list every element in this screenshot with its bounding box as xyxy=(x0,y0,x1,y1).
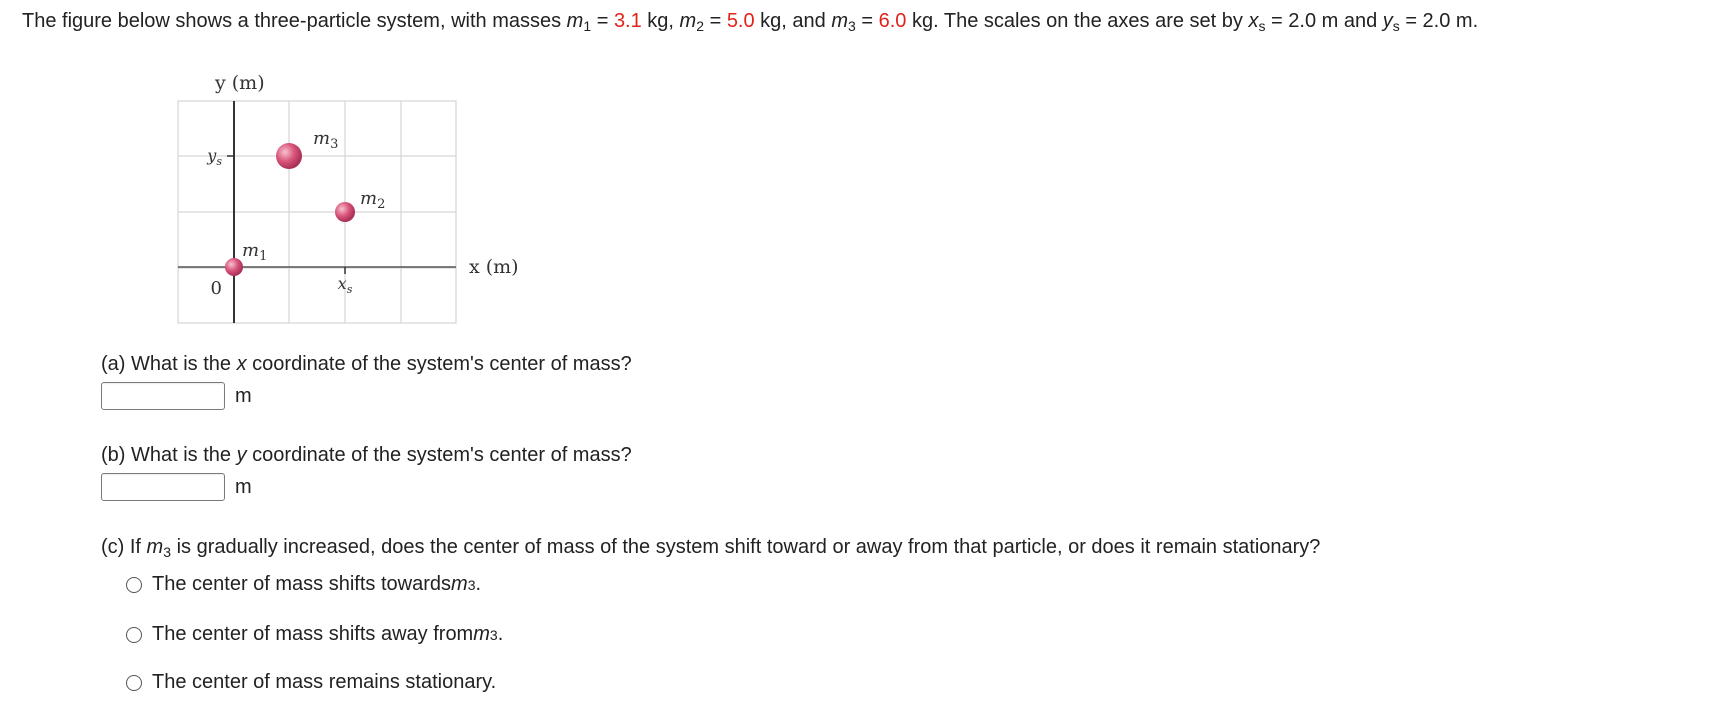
m3-subscript: 3 xyxy=(848,18,856,34)
option-away-text: The center of mass shifts away from xyxy=(152,623,474,645)
option-stationary[interactable] xyxy=(126,671,496,694)
m3-value: 6.0 xyxy=(878,10,907,32)
equals-2: = xyxy=(704,10,727,32)
answer-b-input[interactable] xyxy=(101,473,225,501)
m3-label: $m_3$ xyxy=(313,128,339,152)
origin-label: 0 xyxy=(210,278,222,299)
answer-b-row xyxy=(101,472,252,502)
xs-tick-label: $x_s$ xyxy=(337,274,353,296)
m2-value: 5.0 xyxy=(726,10,755,32)
question-b-suffix: coordinate of the system's center of mass? xyxy=(246,444,632,466)
xs-value: = 2.0 m and xyxy=(1265,10,1383,32)
kg-1: kg, xyxy=(641,10,680,32)
m1-symbol: m xyxy=(566,10,584,32)
answer-b-unit: m xyxy=(235,475,252,498)
y-axis-label: y (m) xyxy=(215,72,265,94)
equals-1: = xyxy=(591,10,614,32)
question-c-var-sub: 3 xyxy=(163,544,172,560)
option-towards-text: The center of mass shifts towards xyxy=(152,573,452,595)
answer-a-input[interactable] xyxy=(101,382,225,410)
m2-label: $m_2$ xyxy=(360,188,386,212)
particle-system-figure xyxy=(175,66,535,336)
x-axis-label: x (m) xyxy=(469,256,519,278)
option-away-end: . xyxy=(497,623,504,645)
particle-m2 xyxy=(335,202,355,222)
m1-subscript: 1 xyxy=(583,18,592,34)
ys-symbol: y xyxy=(1382,10,1393,32)
xs-subscript: s xyxy=(1258,18,1266,34)
equals-3: = xyxy=(855,10,879,32)
answer-a-unit: m xyxy=(235,384,252,407)
radio-stationary[interactable] xyxy=(126,675,142,691)
kg-3: kg. The scales on the axes are set by xyxy=(906,10,1249,32)
xs-symbol: x xyxy=(1248,10,1259,32)
question-a xyxy=(101,353,632,376)
ys-subscript: s xyxy=(1392,18,1400,34)
option-away-var: m xyxy=(473,623,490,645)
particle-m3 xyxy=(276,143,302,169)
m2-symbol: m xyxy=(679,10,697,32)
question-a-prefix: (a) What is the xyxy=(101,353,237,375)
ys-value: = 2.0 m. xyxy=(1399,10,1479,32)
radio-away[interactable] xyxy=(126,627,142,643)
question-a-var: x xyxy=(236,353,247,375)
answer-a-row xyxy=(101,381,252,411)
question-b xyxy=(101,444,632,467)
option-away[interactable]: The center of mass shifts away from m 3 . xyxy=(126,623,503,646)
option-towards-var: m xyxy=(451,573,468,595)
question-c-suffix: is gradually increased, does the center of mass of the system shift toward or away from that particle, or does it remain stationary? xyxy=(171,536,1321,558)
question-b-var: y xyxy=(236,444,247,466)
option-towards[interactable]: The center of mass shifts towards m 3 . xyxy=(126,573,481,596)
question-c xyxy=(101,536,1320,559)
problem-statement xyxy=(22,10,1478,33)
m1-label: $m_1$ xyxy=(242,240,268,264)
particle-m1 xyxy=(225,258,243,276)
option-towards-end: . xyxy=(475,573,482,595)
question-c-prefix: (c) If xyxy=(101,536,147,558)
question-b-prefix: (b) What is the xyxy=(101,444,237,466)
ys-tick-label: $y_s$ xyxy=(207,146,222,168)
kg-2: kg, and xyxy=(754,10,832,32)
option-stationary-text: The center of mass remains stationary. xyxy=(152,671,497,693)
intro-text-start: The figure below shows a three-particle system, with masses xyxy=(22,10,567,32)
question-a-suffix: coordinate of the system's center of mass? xyxy=(246,353,632,375)
m2-subscript: 2 xyxy=(696,18,705,34)
radio-towards[interactable] xyxy=(126,577,142,593)
m3-symbol: m xyxy=(831,10,849,32)
question-c-var: m xyxy=(146,536,164,558)
m1-value: 3.1 xyxy=(613,10,642,32)
